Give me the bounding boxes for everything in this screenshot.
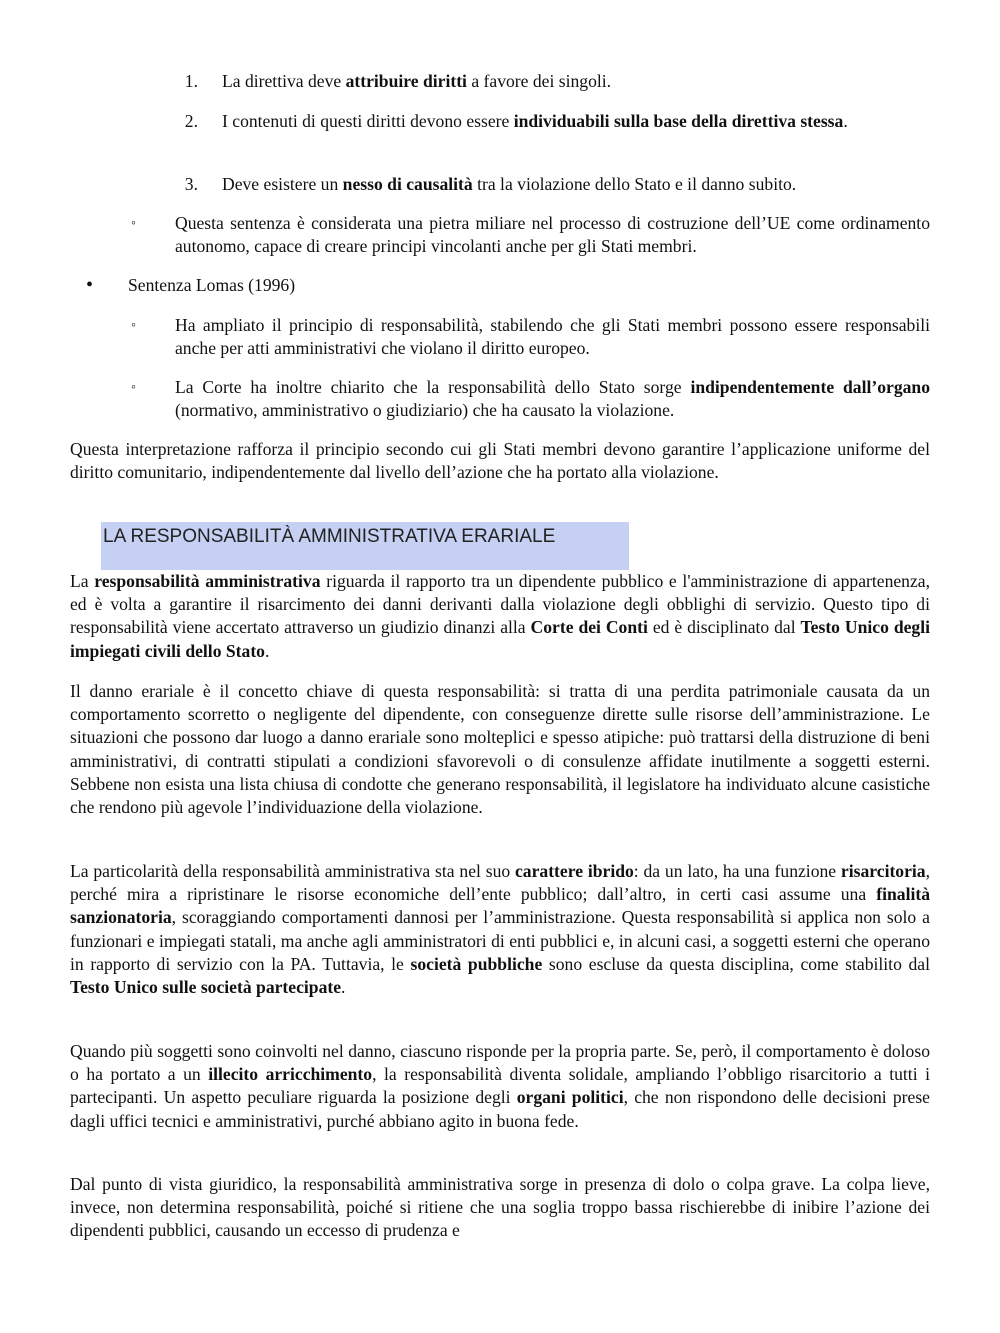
list-number: 2. [184,111,198,131]
list-item: Deve esistere un nesso di causalità tra la violazione dello Stato e il danno subito. [222,174,797,194]
body-paragraph: La particolarità della responsabilità amministrativa sta nel suo carattere ibrido: da un lato, ha una funzione risarcitoria, perché mira a ripristinare le risorse economiche dell’ente pubblico; dall’altro, in certi casi assume una finalità sanzionatoria, scoraggiando comportamenti dannosi per l’amministrazione. Questa responsabilità si applica non solo a funzionari e impiegati statali, ma anche agli amministratori di enti pubblici e, in alcuni casi, a soggetti esterni che operano in rapporto di servizio con la PA. Tuttavia, le società pubbliche sono escluse da questa disciplina, come stabilito dal Testo Unico sulle società partecipate. [70,861,931,998]
sub-bullet-item: La Corte ha inoltre chiarito che la responsabilità dello Stato sorge indipendentemente dall’organo (normativo, amministrativo o giudiziario) che ha causato la violazione. [175,377,930,421]
body-paragraph: Quando più soggetti sono coinvolti nel danno, ciascuno risponde per la propria parte. Se, però, il comportamento è doloso o ha portato a un illecito arricchimento, la responsabilità diventa solidale, ampliando l’obbligo risarcitorio a tutti i partecipanti. Un aspetto peculiare riguarda la posizione degli organi politici, che non rispondono delle decisioni prese dagli uffici tecnici e amministrativi, purché abbiano agito in buona fede. [70,1041,930,1131]
body-paragraph: La responsabilità amministrativa riguarda il rapporto tra un dipendente pubblico e l'amministrazione di appartenenza, ed è volta a garantire il risarcimento dei danni derivanti dalla violazione degli obblighi di servizio. Questo tipo di responsabilità viene accertato attraverso un giudizio dinanzi alla Corte dei Conti ed è disciplinato dal Testo Unico degli impiegati civili dello Stato. [70,571,930,661]
section-heading: LA RESPONSABILITÀ AMMINISTRATIVA ERARIALE [101,522,629,570]
sub-bullet-item: Ha ampliato il principio di responsabilità, stabilendo che gli Stati membri possono essere responsabili anche per atti amministrativi che violano il diritto europeo. [175,315,930,359]
hollow-bullet-icon: ◦ [131,318,136,333]
body-paragraph: Dal punto di vista giuridico, la responsabilità amministrativa sorge in presenza di dolo o colpa grave. La colpa lieve, invece, non determina responsabilità, poiché si ritiene che una soglia troppo bassa rischierebbe di inibire l’azione dei dipendenti pubblici, causando un eccesso di prudenza e [70,1174,930,1241]
list-item: La direttiva deve attribuire diritti a favore dei singoli. [222,71,612,91]
list-number: 3. [184,174,198,194]
body-paragraph: Il danno erariale è il concetto chiave di questa responsabilità: si tratta di una perdita patrimoniale causata da un comportamento scorretto o negligente del dipendente, con conseguenze dirette sulle risorse dell’amministrazione. Le situazioni che possono dar luogo a danno erariale sono molteplici e spesso atipiche: può trattarsi della distruzione di beni amministrativi, di contratti stipulati a condizioni sfavorevoli o di consulenze affidate inutilmente a soggetti esterni. Sebbene non esista una lista chiusa di condotte che generano responsabilità, il legislatore ha individuato alcune casistiche che rendono più agevole l’individuazione della violazione. [70,681,930,818]
list-number: 1. [184,71,198,91]
sub-bullet-item: Questa sentenza è considerata una pietra miliare nel processo di costruzione dell’UE come ordinamento autonomo, capace di creare principi vincolanti anche per gli Stati membri. [175,213,930,257]
body-paragraph: Questa interpretazione rafforza il principio secondo cui gli Stati membri devono garantire l’applicazione uniforme del diritto comunitario, indipendentemente dal livello dell’azione che ha portato alla violazione. [70,439,930,483]
hollow-bullet-icon: ◦ [131,380,136,395]
hollow-bullet-icon: ◦ [131,216,136,231]
bullet-icon: • [86,274,94,296]
list-item: I contenuti di questi diritti devono essere individuabili sulla base della direttiva stessa. [222,111,848,131]
bullet-item: Sentenza Lomas (1996) [128,275,296,295]
